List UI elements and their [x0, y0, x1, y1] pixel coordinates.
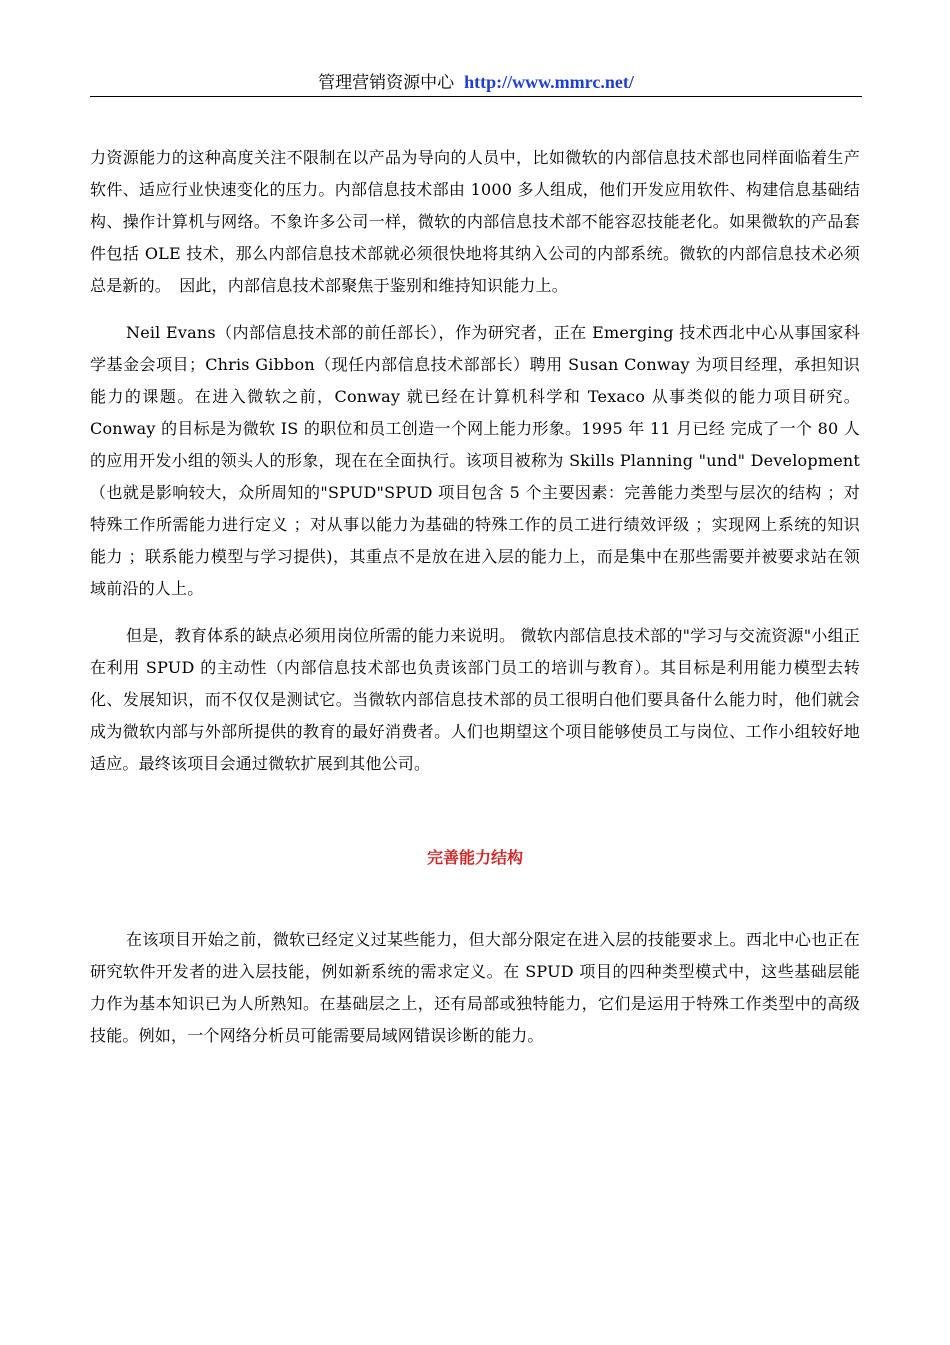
section-heading: 完善能力结构: [426, 848, 523, 867]
site-name: 管理营销资源中心: [318, 73, 455, 93]
page-header: [90, 68, 862, 97]
paragraph-2: Neil Evans（内部信息技术部的前任部长），作为研究者，正在 Emerging 技术西北中心从事国家科学基金会项目；Chris Gibbon（现任内部信息技术部部长）聘用 Susan Conway 为项目经理，承担知识能力的课题。在进入微软之前，Conway 就已经在计算机科学和 Texaco 从事类似的能力项目研究。Conway 的目标是为微软 IS 的职位和员工创造一个网上能力形象。1995 年 11 月已经 完成了一个 80 人的应用开发小组的领头人的形象，现在在全面执行。该项目被称为 Skills Planning "und" Development （也就是影响较大，众所周知的"SPUD"SPUD 项目包含 5 个主要因素：完善能力类型与层次的结构 ；对特殊工作所需能力进行定义 ；对从事以能力为基础的特殊工作的员工进行绩效评级 ；实现网上系统的知识能力 ；联系能力模型与学习提供)，其重点不是放在进入层的能力上，而是集中在那些需要并被要求站在领域前沿的人上。: [90, 323, 860, 598]
site-url-link[interactable]: http://www.mmrc.net/: [464, 72, 634, 92]
paragraph-3: 但是，教育体系的缺点必须用岗位所需的能力来说明。 微软内部信息技术部的"学习与交流资源"小组正在利用 SPUD 的主动性（内部信息技术部也负责该部门员工的培训与教育）。其目标是利用能力模型去转化、发展知识，而不仅仅是测试它。当微软内部信息技术部的员工很明白他们要具备什么能力时，他们就会成为微软内部与外部所提供的教育的最好消费者。人们也期望这个项目能够使员工与岗位、工作小组较好地适应。最终该项目会通过微软扩展到其他公司。: [90, 626, 860, 773]
paragraph-1: 力资源能力的这种高度关注不限制在以产品为导向的人员中，比如微软的内部信息技术部也同样面临着生产软件、适应行业快速变化的压力。内部信息技术部由 1000 多人组成，他们开发应用软件、构建信息基础结构、操作计算机与网络。不象许多公司一样，微软的内部信息技术部不能容忍技能老化。如果微软的产品套件包括 OLE 技术，那么内部信息技术部就必须很快地将其纳入公司的内部系统。微软的内部信息技术必须总是新的。 因此，内部信息技术部聚焦于鉴别和维持知识能力上。: [90, 148, 860, 295]
document-body: [90, 142, 860, 1052]
section-paragraph: 在该项目开始之前，微软已经定义过某些能力，但大部分限定在进入层的技能要求上。西北中心也正在研究软件开发者的进入层技能，例如新系统的需求定义。在 SPUD 项目的四种类型模式中，这些基础层能力作为基本知识已为人所熟知。在基础层之上，还有局部或独特能力，它们是运用于特殊工作类型中的高级技能。例如，一个网络分析员可能需要局域网错误诊断的能力。: [90, 930, 860, 1045]
